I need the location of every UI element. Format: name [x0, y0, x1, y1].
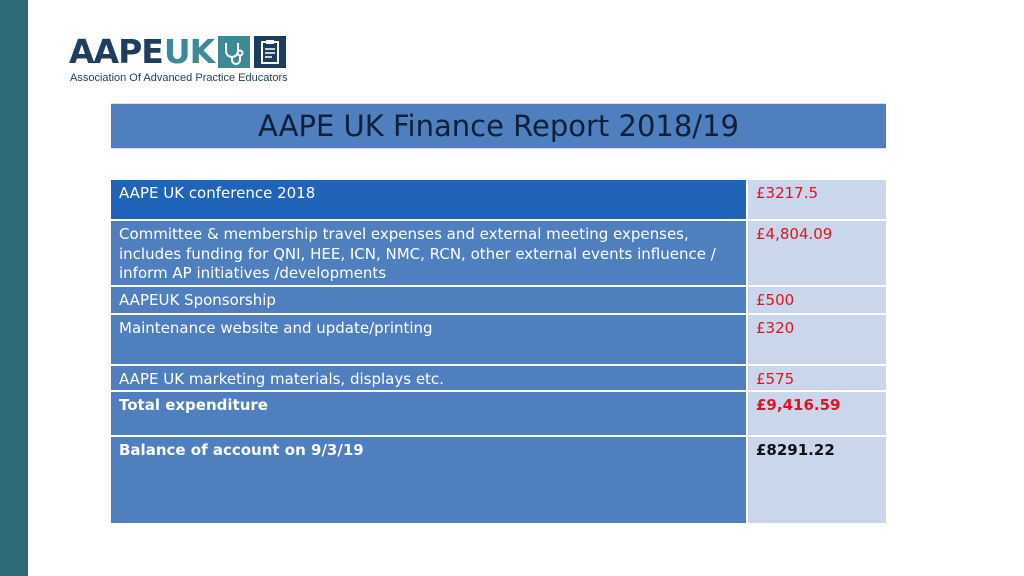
- logo-wordmark: [69, 34, 286, 70]
- logo-aape-text: AAPE: [69, 32, 163, 71]
- table-row: [111, 366, 886, 392]
- aapeuk-logo: [69, 34, 319, 86]
- finance-table: [111, 180, 886, 523]
- row-description: Balance of account on 9/3/19: [111, 437, 748, 523]
- row-description: Maintenance website and update/printing: [111, 315, 748, 364]
- balance-row: [111, 437, 886, 523]
- clipboard-icon: [254, 36, 286, 68]
- logo-subtitle: Association Of Advanced Practice Educators: [70, 72, 288, 84]
- side-accent-bar: [0, 0, 28, 576]
- row-amount: £575: [748, 366, 886, 390]
- stethoscope-icon: [218, 36, 250, 68]
- row-amount: £4,804.09: [748, 221, 886, 285]
- row-description: Total expenditure: [111, 392, 748, 435]
- row-description: AAPE UK conference 2018: [111, 180, 748, 219]
- logo-uk-text: UK: [163, 32, 215, 71]
- table-row: [111, 315, 886, 366]
- row-amount: £320: [748, 315, 886, 364]
- row-description: Committee & membership travel expenses and external meeting expenses, includes funding for QNI, HEE, ICN, NMC, RCN, other external events influence / inform AP initiatives /developments: [111, 221, 748, 285]
- row-amount: £3217.5: [748, 180, 886, 219]
- page-title: AAPE UK Finance Report 2018/19: [258, 109, 739, 143]
- total-amount: £9,416.59: [748, 392, 886, 435]
- title-banner: [111, 103, 886, 149]
- row-amount: £500: [748, 287, 886, 313]
- balance-amount: £8291.22: [748, 437, 886, 523]
- row-description: AAPEUK Sponsorship: [111, 287, 748, 313]
- table-row: [111, 180, 886, 221]
- table-row: [111, 287, 886, 315]
- total-expenditure-row: [111, 392, 886, 437]
- table-row: [111, 221, 886, 287]
- row-description: AAPE UK marketing materials, displays etc.: [111, 366, 748, 390]
